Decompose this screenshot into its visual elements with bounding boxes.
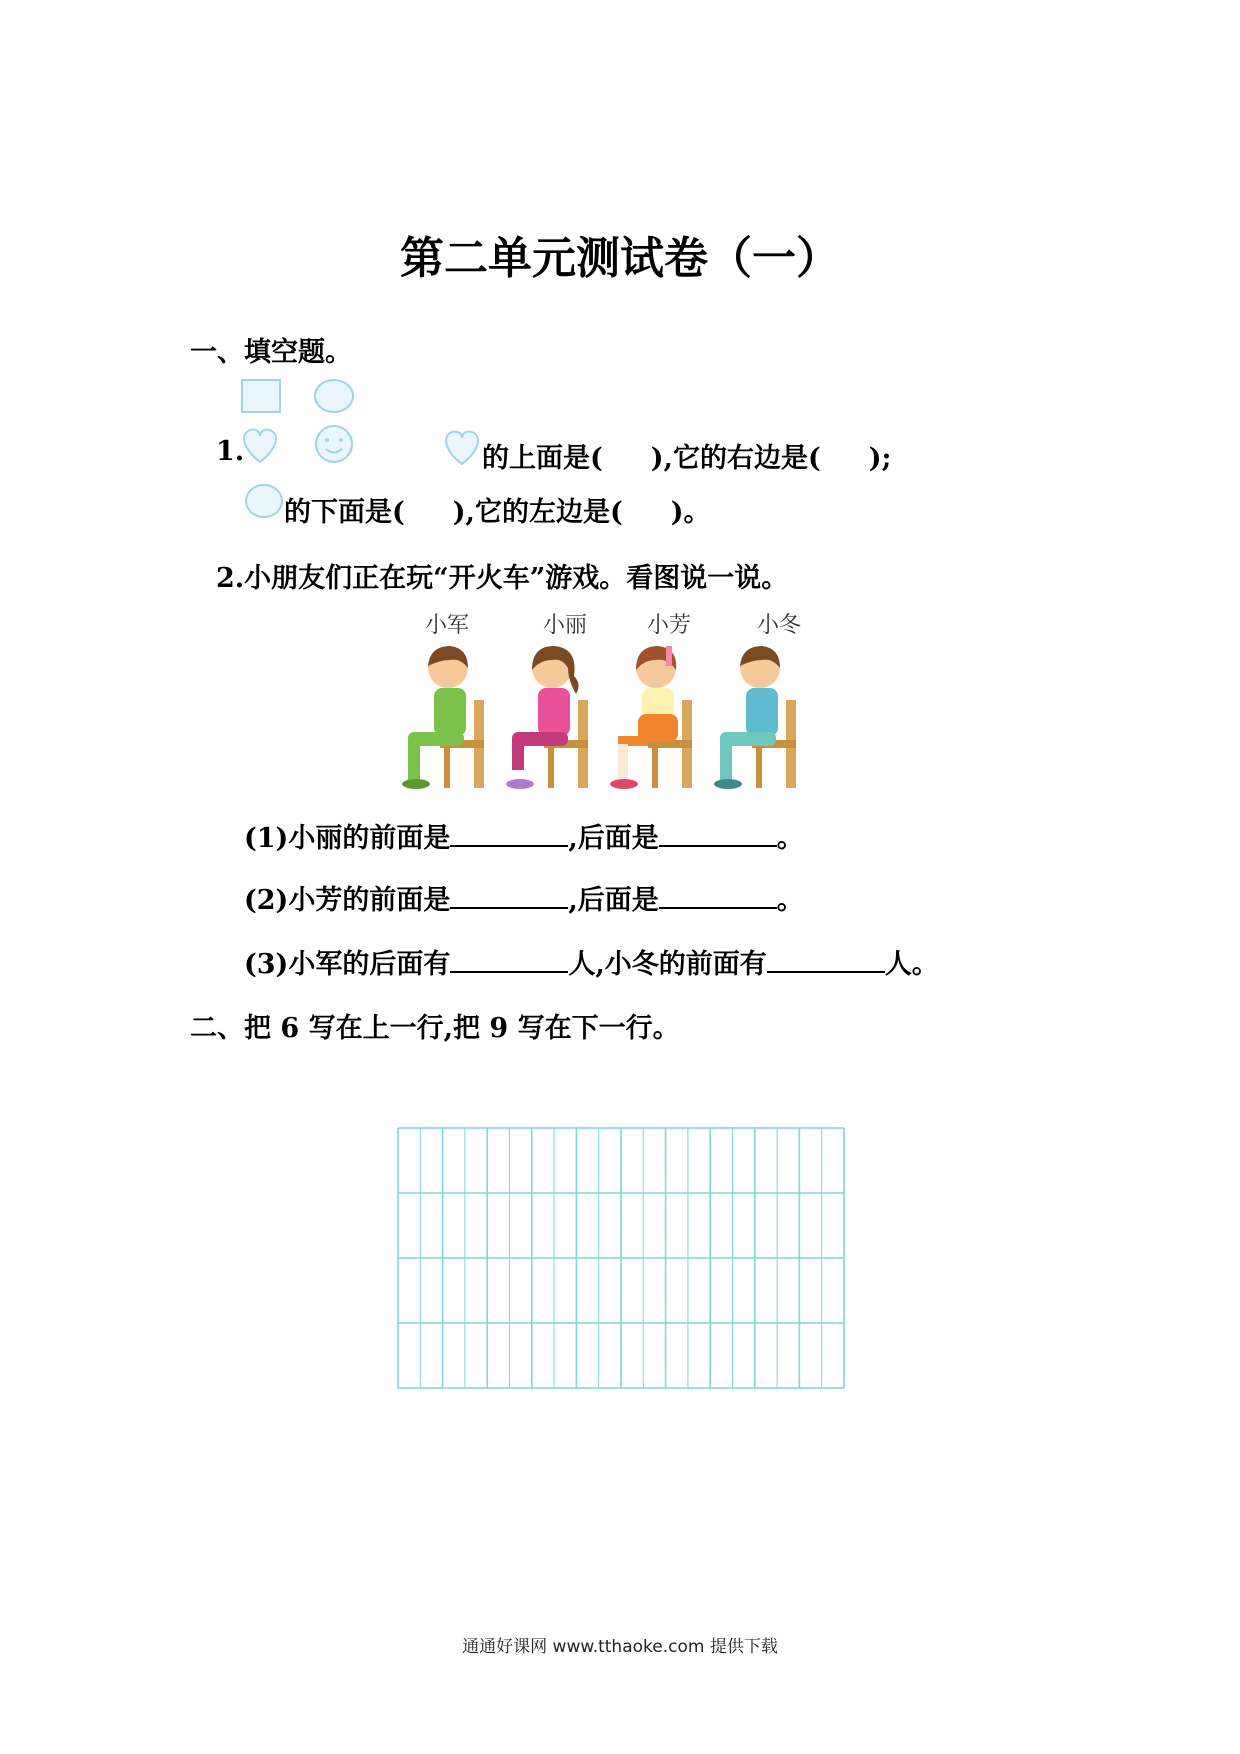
heart-icon <box>244 429 276 462</box>
q2-sub3: (3)小军的后面有 人,小冬的前面有 人。 <box>244 949 939 980</box>
writing-grid[interactable] <box>396 1126 846 1390</box>
section2-heading: 二、把 6 写在上一行,把 9 写在下一行。 <box>190 1013 680 1044</box>
q2-sub1: (1)小丽的前面是 ,后面是 。 <box>244 823 804 854</box>
answer-blank[interactable] <box>450 885 568 909</box>
q1-line2: 的下面是( ),它的左边是( )。 <box>284 497 711 528</box>
answer-blank[interactable] <box>450 949 568 973</box>
answer-blank[interactable] <box>767 949 885 973</box>
answer-blank[interactable] <box>659 823 777 847</box>
smiley-icon <box>316 426 352 462</box>
page-title: 第二单元测试卷（一） <box>400 233 840 284</box>
q2-text: 2.小朋友们正在玩“开火车”游戏。看图说一说。 <box>216 563 789 594</box>
heart-icon <box>442 428 482 468</box>
child-label-xiaofang: 小芳 <box>646 613 691 638</box>
q1-line1: 的上面是( ),它的右边是( ); <box>482 443 892 474</box>
children-illustration <box>400 640 840 790</box>
answer-blank[interactable] <box>450 823 568 847</box>
section1-heading: 一、填空题。 <box>190 337 352 368</box>
q2-sub2: (2)小芳的前面是 ,后面是 。 <box>244 885 804 916</box>
child-xiaojun-figure <box>402 646 484 789</box>
child-xiaodong-figure <box>714 646 796 789</box>
child-xiaoli-figure <box>506 646 588 789</box>
oval-icon <box>315 380 353 412</box>
answer-blank[interactable] <box>659 885 777 909</box>
q1-number: 1. <box>216 436 245 467</box>
square-icon <box>242 380 280 412</box>
child-label-xiaodong: 小冬 <box>756 613 801 638</box>
oval-icon <box>244 482 284 520</box>
footer: 通通好课网 www.tthaoke.com 提供下载 <box>462 1637 778 1657</box>
child-label-xiaoli: 小丽 <box>542 613 587 638</box>
child-label-xiaojun: 小军 <box>424 613 469 638</box>
child-xiaofang-figure <box>610 646 692 789</box>
shape-grid <box>236 376 366 486</box>
